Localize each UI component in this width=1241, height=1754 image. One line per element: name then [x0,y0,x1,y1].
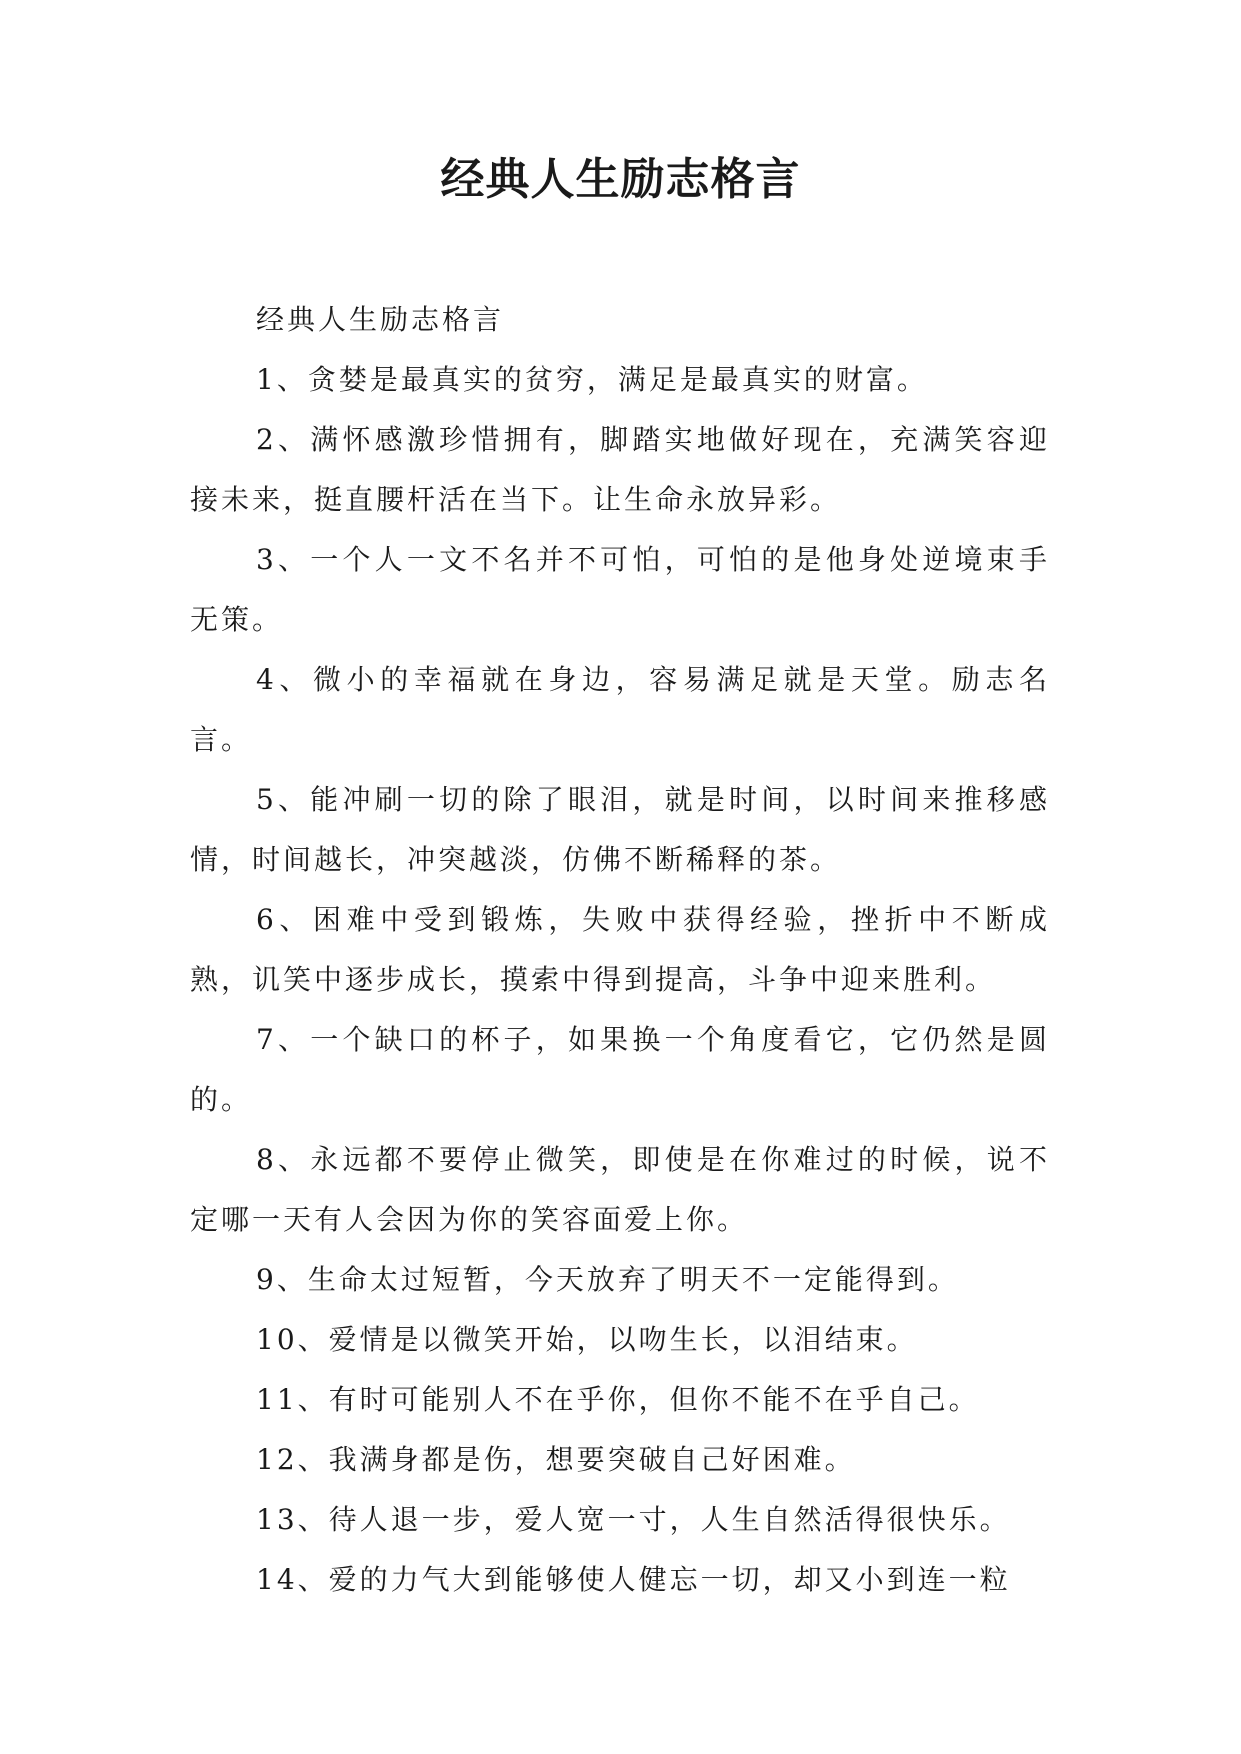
paragraph-heading: 经典人生励志格言 [256,303,505,336]
paragraph-item: 6、困难中受到锻炼，失败中获得经验，挫折中不断成熟，讥笑中逐步成长，摸索中得到提高，斗争中迎来胜利。 [190,903,1050,996]
paragraph-item: 13、待人退一步，爱人宽一寸，人生自然活得很快乐。 [256,1503,1011,1536]
paragraph-item: 5、能冲刷一切的除了眼泪，就是时间，以时间来推移感情，时间越长，冲突越淡，仿佛不断稀释的茶。 [190,783,1050,876]
paragraph-item: 3、一个人一文不名并不可怕，可怕的是他身处逆境束手无策。 [190,543,1050,636]
document-title: 经典人生励志格言 [440,154,801,205]
paragraph-item: 11、有时可能别人不在乎你，但你不能不在乎自己。 [256,1383,980,1416]
paragraph-item: 4、微小的幸福就在身边，容易满足就是天堂。励志名言。 [190,663,1050,756]
document-body [190,290,1050,1610]
paragraph-item: 9、生命太过短暂，今天放弃了明天不一定能得到。 [256,1263,959,1296]
paragraph-item: 2、满怀感激珍惜拥有，脚踏实地做好现在，充满笑容迎接未来，挺直腰杆活在当下。让生命永放异彩。 [190,423,1050,516]
paragraph-item: 7、一个缺口的杯子，如果换一个角度看它，它仍然是圆的。 [190,1023,1050,1116]
paragraph-item: 14、爱的力气大到能够使人健忘一切，却又小到连一粒 [256,1563,1011,1596]
paragraph-item: 10、爱情是以微笑开始，以吻生长，以泪结束。 [256,1323,918,1356]
paragraph-item: 1、贪婪是最真实的贫穷，满足是最真实的财富。 [256,363,928,396]
paragraph-item: 8、永远都不要停止微笑，即使是在你难过的时候，说不定哪一天有人会因为你的笑容面爱上你。 [190,1143,1050,1236]
paragraph-item: 12、我满身都是伤，想要突破自己好困难。 [256,1443,856,1476]
